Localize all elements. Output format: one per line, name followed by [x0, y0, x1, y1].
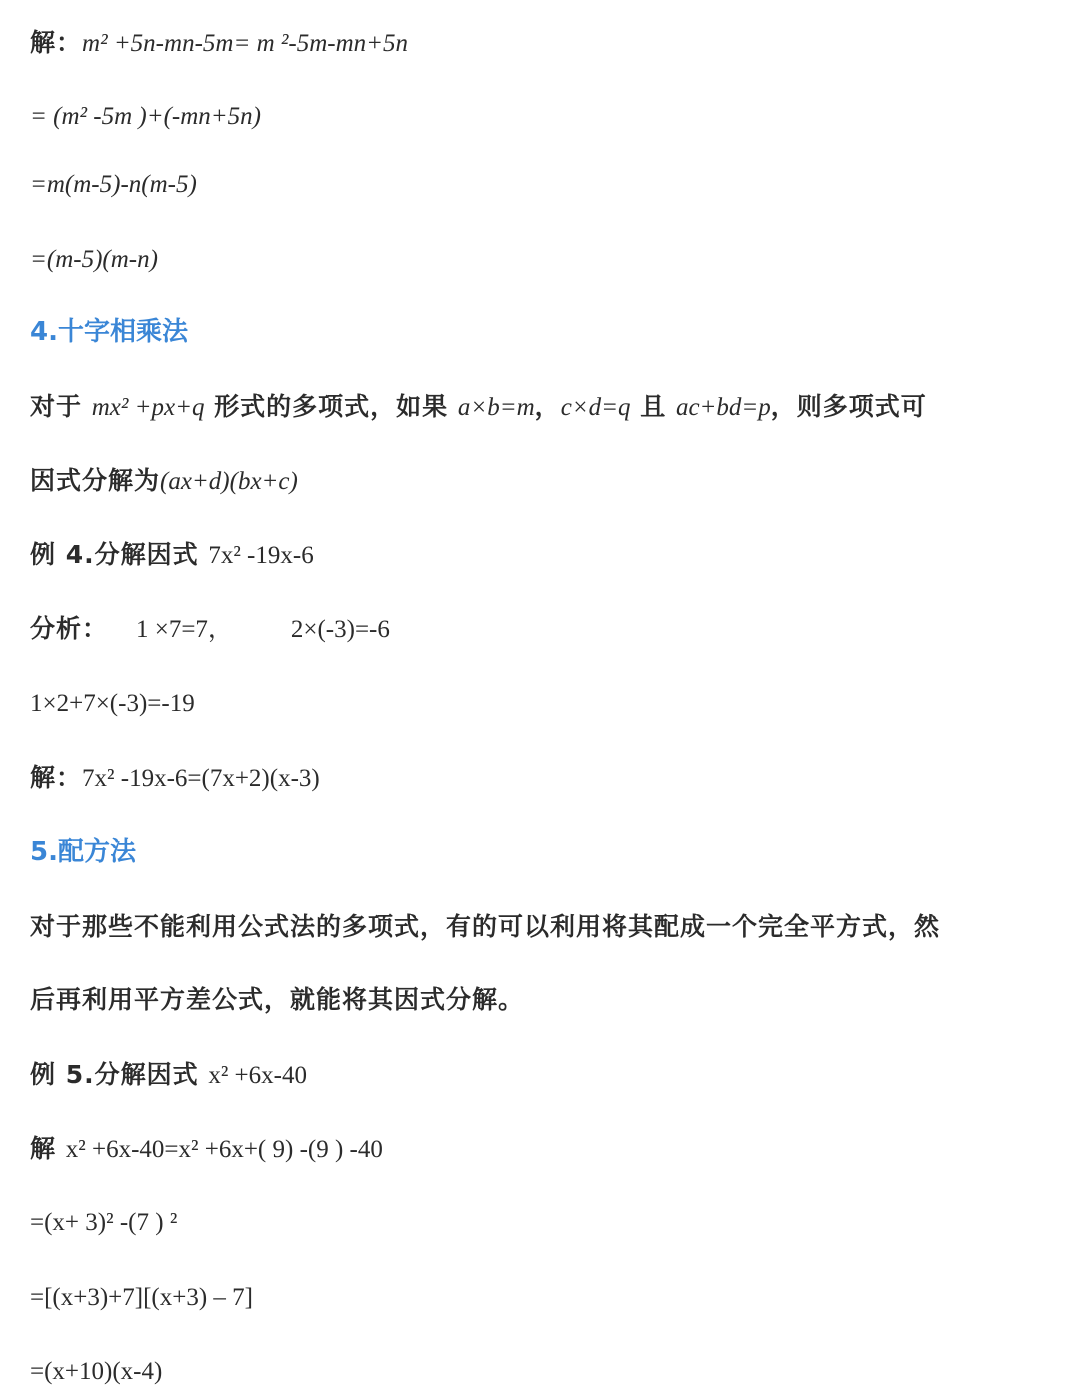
para-math: a×b=m	[457, 394, 535, 421]
solution-expression: =m(m-5)-n(m-5)	[30, 171, 197, 198]
para-text: 且	[630, 392, 676, 421]
para-math: (ax+d)(bx+c)	[160, 468, 298, 495]
solution-line-1	[30, 26, 408, 61]
analysis-expression: 2×(-3)=-6	[290, 616, 390, 643]
solution-expression: 7x² -19x-6=(7x+2)(x-3)	[82, 765, 320, 792]
example-5	[30, 1058, 307, 1093]
solution-expression: =(m-5)(m-n)	[30, 246, 158, 273]
solution-expression: x² +6x-40=x² +6x+( 9) -(9 ) -40	[65, 1136, 383, 1163]
section-4-paragraph-line-2	[30, 464, 298, 499]
para-text: 对于	[30, 392, 92, 421]
solution-label: 解	[30, 1134, 66, 1163]
para-text: ，	[534, 392, 561, 421]
example-label: 例 4.分解因式	[30, 540, 209, 569]
para-math: ac+bd=p	[675, 394, 771, 421]
analysis-line-1	[30, 612, 390, 647]
example-5-step-2: =(x+ 3)² -(7 ) ²	[30, 1209, 178, 1236]
example-5-step-3: =[(x+3)+7][(x+3) – 7]	[30, 1284, 253, 1311]
para-math: mx² +px+q	[91, 394, 205, 421]
solution-line-2	[30, 99, 261, 134]
example-4-solution	[30, 761, 320, 796]
solution-line-4	[30, 242, 158, 277]
example-5-step-4: =(x+10)(x-4)	[30, 1358, 163, 1385]
section-5-paragraph-line-2: 后再利用平方差公式，就能将其因式分解。	[30, 985, 525, 1014]
example-expression: x² +6x-40	[208, 1062, 307, 1089]
example-5-step-1	[30, 1132, 383, 1167]
para-math: c×d=q	[560, 394, 631, 421]
para-text: ，则多项式可	[770, 392, 927, 421]
solution-expression: = (m² -5m )+(-mn+5n)	[30, 103, 261, 130]
section-5-paragraph-line-1: 对于那些不能利用公式法的多项式，有的可以利用将其配成一个完全平方式，然	[30, 912, 941, 941]
solution-label: 解：	[30, 28, 83, 57]
para-text: 形式的多项式，如果	[204, 392, 458, 421]
analysis-label: 分析：	[30, 614, 109, 643]
section-5-heading: 5.配方法	[30, 837, 136, 867]
solution-line-3	[30, 167, 197, 202]
analysis-line-2: 1×2+7×(-3)=-19	[30, 690, 195, 717]
analysis-expression: 1 ×7=7，	[135, 616, 233, 643]
example-4	[30, 538, 314, 573]
para-text: 因式分解为	[30, 466, 161, 495]
solution-expression: m² +5n-mn-5m= m ²-5m-mn+5n	[82, 30, 408, 57]
solution-label: 解：	[30, 763, 83, 792]
example-expression: 7x² -19x-6	[208, 542, 314, 569]
example-label: 例 5.分解因式	[30, 1060, 209, 1089]
section-4-heading: 4.十字相乘法	[30, 317, 188, 347]
section-4-paragraph-line-1	[30, 390, 927, 425]
